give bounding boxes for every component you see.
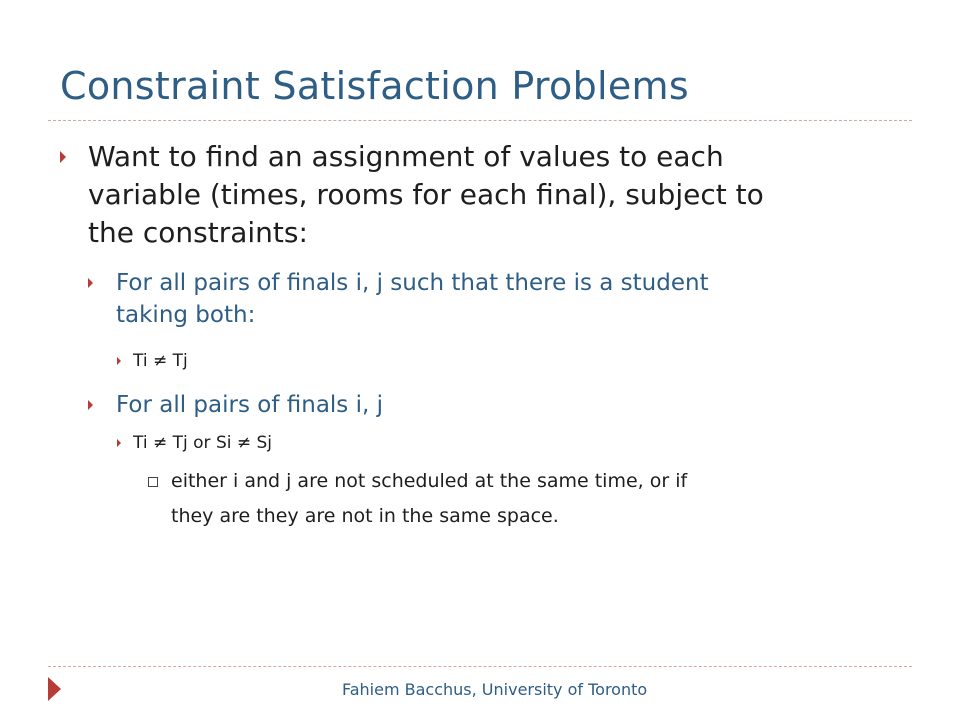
sub-sub-bullet-arrow-icon	[117, 357, 121, 365]
bullet-1-line-3: the constraints:	[88, 216, 308, 249]
bullet-3-text: Ti ≠ Tj	[133, 351, 188, 371]
sub-bullet-arrow-icon	[88, 278, 93, 288]
bullet-6-line-2: they are they are not in the same space.	[171, 505, 559, 527]
bullet-arrow-icon	[60, 151, 66, 163]
square-bullet-icon	[148, 477, 158, 487]
bullet-1-line-1: Want to find an assignment of values to each	[88, 140, 724, 173]
bullet-2-line-2: taking both:	[116, 302, 256, 328]
sub-bullet-arrow-icon	[88, 400, 93, 410]
footer-credit: Fahiem Bacchus, University of Toronto	[342, 680, 648, 699]
footer-divider	[48, 666, 912, 667]
title-divider	[48, 120, 912, 121]
sub-sub-bullet-arrow-icon	[117, 439, 121, 447]
bullet-4-text: For all pairs of finals i, j	[116, 392, 383, 418]
slide-title: Constraint Satisfaction Problems	[60, 64, 689, 108]
bullet-5-text: Ti ≠ Tj or Si ≠ Sj	[133, 433, 273, 453]
bullet-6-line-1: either i and j are not scheduled at the same time, or if	[171, 470, 688, 492]
footer-arrow-icon	[48, 677, 61, 701]
bullet-1-line-2: variable (times, rooms for each final), subject to	[88, 178, 764, 211]
bullet-2-line-1: For all pairs of finals i, j such that there is a student	[116, 270, 709, 296]
